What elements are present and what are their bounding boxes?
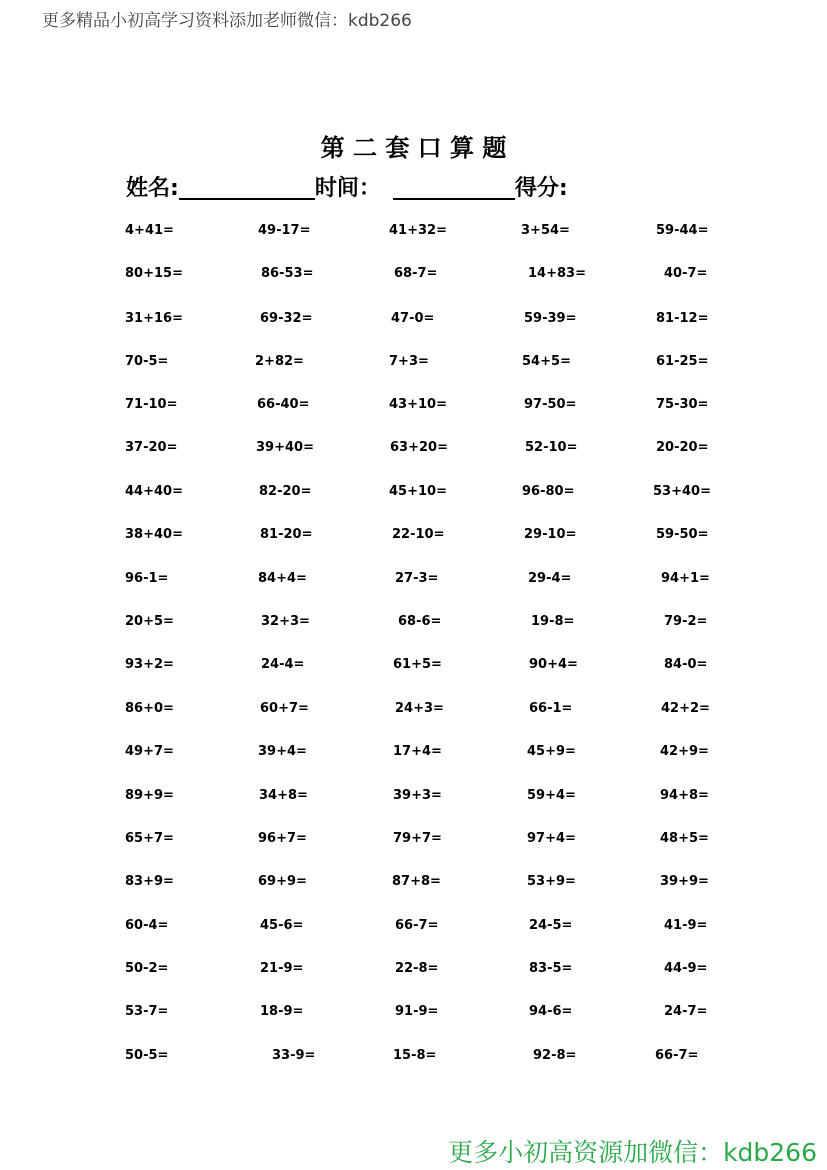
problem-item: 18-9=	[260, 1004, 304, 1019]
problem-item: 68-7=	[394, 266, 438, 281]
problem-item: 22-8=	[395, 961, 439, 976]
problem-item: 48+5=	[660, 831, 709, 846]
problem-item: 24+3=	[395, 701, 444, 716]
problem-item: 96+7=	[258, 831, 307, 846]
problem-item: 15-8=	[393, 1048, 437, 1063]
problem-item: 79-2=	[664, 614, 708, 629]
problem-item: 2+82=	[255, 354, 304, 369]
problem-item: 96-80=	[522, 484, 575, 499]
problem-item: 39+9=	[660, 874, 709, 889]
problem-item: 92-8=	[533, 1048, 577, 1063]
problem-item: 66-1=	[529, 701, 573, 716]
problem-item: 7+3=	[389, 354, 429, 369]
problem-item: 17+4=	[393, 744, 442, 759]
problem-item: 91-9=	[395, 1004, 439, 1019]
problem-item: 79+7=	[393, 831, 442, 846]
problem-item: 47-0=	[391, 311, 435, 326]
problem-item: 69-32=	[260, 311, 313, 326]
problem-item: 24-5=	[529, 918, 573, 933]
problem-item: 27-3=	[395, 571, 439, 586]
problem-item: 54+5=	[522, 354, 571, 369]
problem-item: 40-7=	[664, 266, 708, 281]
problem-item: 39+4=	[258, 744, 307, 759]
problem-item: 53+9=	[527, 874, 576, 889]
problem-item: 59-39=	[524, 311, 577, 326]
problem-item: 94+8=	[660, 788, 709, 803]
problem-item: 29-4=	[528, 571, 572, 586]
problem-item: 42+9=	[660, 744, 709, 759]
problem-item: 81-20=	[260, 527, 313, 542]
problem-item: 60+7=	[260, 701, 309, 716]
problem-item: 21-9=	[260, 961, 304, 976]
problem-item: 45+10=	[389, 484, 447, 499]
time-label: 时间：	[314, 176, 381, 201]
problem-item: 53+40=	[653, 484, 711, 499]
header-note: 更多精品小初高学习资料添加老师微信：kdb266	[42, 11, 412, 31]
problem-item: 66-7=	[395, 918, 439, 933]
problem-item: 31+16=	[125, 311, 183, 326]
problem-item: 87+8=	[392, 874, 441, 889]
problem-item: 39+3=	[393, 788, 442, 803]
problem-item: 89+9=	[125, 788, 174, 803]
problem-item: 69+9=	[258, 874, 307, 889]
problem-item: 22-10=	[392, 527, 445, 542]
problem-item: 45-6=	[260, 918, 304, 933]
problem-item: 44-9=	[664, 961, 708, 976]
problem-item: 65+7=	[125, 831, 174, 846]
problem-item: 19-8=	[531, 614, 575, 629]
problem-item: 94-6=	[529, 1004, 573, 1019]
problem-item: 34+8=	[259, 788, 308, 803]
problem-item: 96-1=	[125, 571, 169, 586]
problem-item: 43+10=	[389, 397, 447, 412]
problem-item: 61-25=	[656, 354, 709, 369]
problem-item: 63+20=	[390, 440, 448, 455]
problem-item: 94+1=	[661, 571, 710, 586]
problem-item: 52-10=	[525, 440, 578, 455]
footer-note: 更多小初高资源加微信：kdb266	[448, 1138, 817, 1167]
problem-item: 59-50=	[656, 527, 709, 542]
problem-item: 41-9=	[664, 918, 708, 933]
problem-item: 38+40=	[125, 527, 183, 542]
problem-item: 42+2=	[661, 701, 710, 716]
problem-item: 70-5=	[125, 354, 169, 369]
score-label: 得分:	[514, 176, 568, 201]
problem-item: 66-40=	[257, 397, 310, 412]
problem-item: 84-0=	[664, 657, 708, 672]
problem-item: 75-30=	[656, 397, 709, 412]
problem-item: 59-44=	[656, 223, 709, 238]
problem-item: 24-7=	[664, 1004, 708, 1019]
problem-item: 83+9=	[125, 874, 174, 889]
problem-item: 71-10=	[125, 397, 178, 412]
problem-item: 50-2=	[125, 961, 169, 976]
problem-item: 60-4=	[125, 918, 169, 933]
problem-item: 61+5=	[393, 657, 442, 672]
problem-item: 83-5=	[529, 961, 573, 976]
problem-item: 80+15=	[125, 266, 183, 281]
problem-item: 41+32=	[389, 223, 447, 238]
problem-item: 45+9=	[527, 744, 576, 759]
problem-item: 81-12=	[656, 311, 709, 326]
problem-item: 29-10=	[524, 527, 577, 542]
worksheet-title: 第 二 套 口 算 题	[320, 133, 507, 162]
problem-item: 33-9=	[272, 1048, 316, 1063]
problem-item: 97+4=	[527, 831, 576, 846]
problem-item: 14+83=	[528, 266, 586, 281]
problem-item: 53-7=	[125, 1004, 169, 1019]
problem-item: 97-50=	[524, 397, 577, 412]
name-label: 姓名:	[126, 176, 179, 201]
problem-item: 93+2=	[125, 657, 174, 672]
problem-item: 59+4=	[527, 788, 576, 803]
problem-item: 49+7=	[125, 744, 174, 759]
problem-item: 84+4=	[258, 571, 307, 586]
problem-item: 24-4=	[261, 657, 305, 672]
problem-item: 50-5=	[125, 1048, 169, 1063]
problem-item: 82-20=	[259, 484, 312, 499]
problem-item: 86+0=	[125, 701, 174, 716]
problem-item: 20-20=	[656, 440, 709, 455]
problem-item: 68-6=	[398, 614, 442, 629]
problem-item: 49-17=	[258, 223, 311, 238]
problem-item: 86-53=	[261, 266, 314, 281]
problem-item: 3+54=	[521, 223, 570, 238]
problem-item: 32+3=	[261, 614, 310, 629]
problem-item: 66-7=	[655, 1048, 699, 1063]
problem-item: 20+5=	[125, 614, 174, 629]
problem-item: 37-20=	[125, 440, 178, 455]
problem-item: 4+41=	[125, 223, 174, 238]
problem-item: 90+4=	[529, 657, 578, 672]
problem-item: 44+40=	[125, 484, 183, 499]
problem-item: 39+40=	[256, 440, 314, 455]
